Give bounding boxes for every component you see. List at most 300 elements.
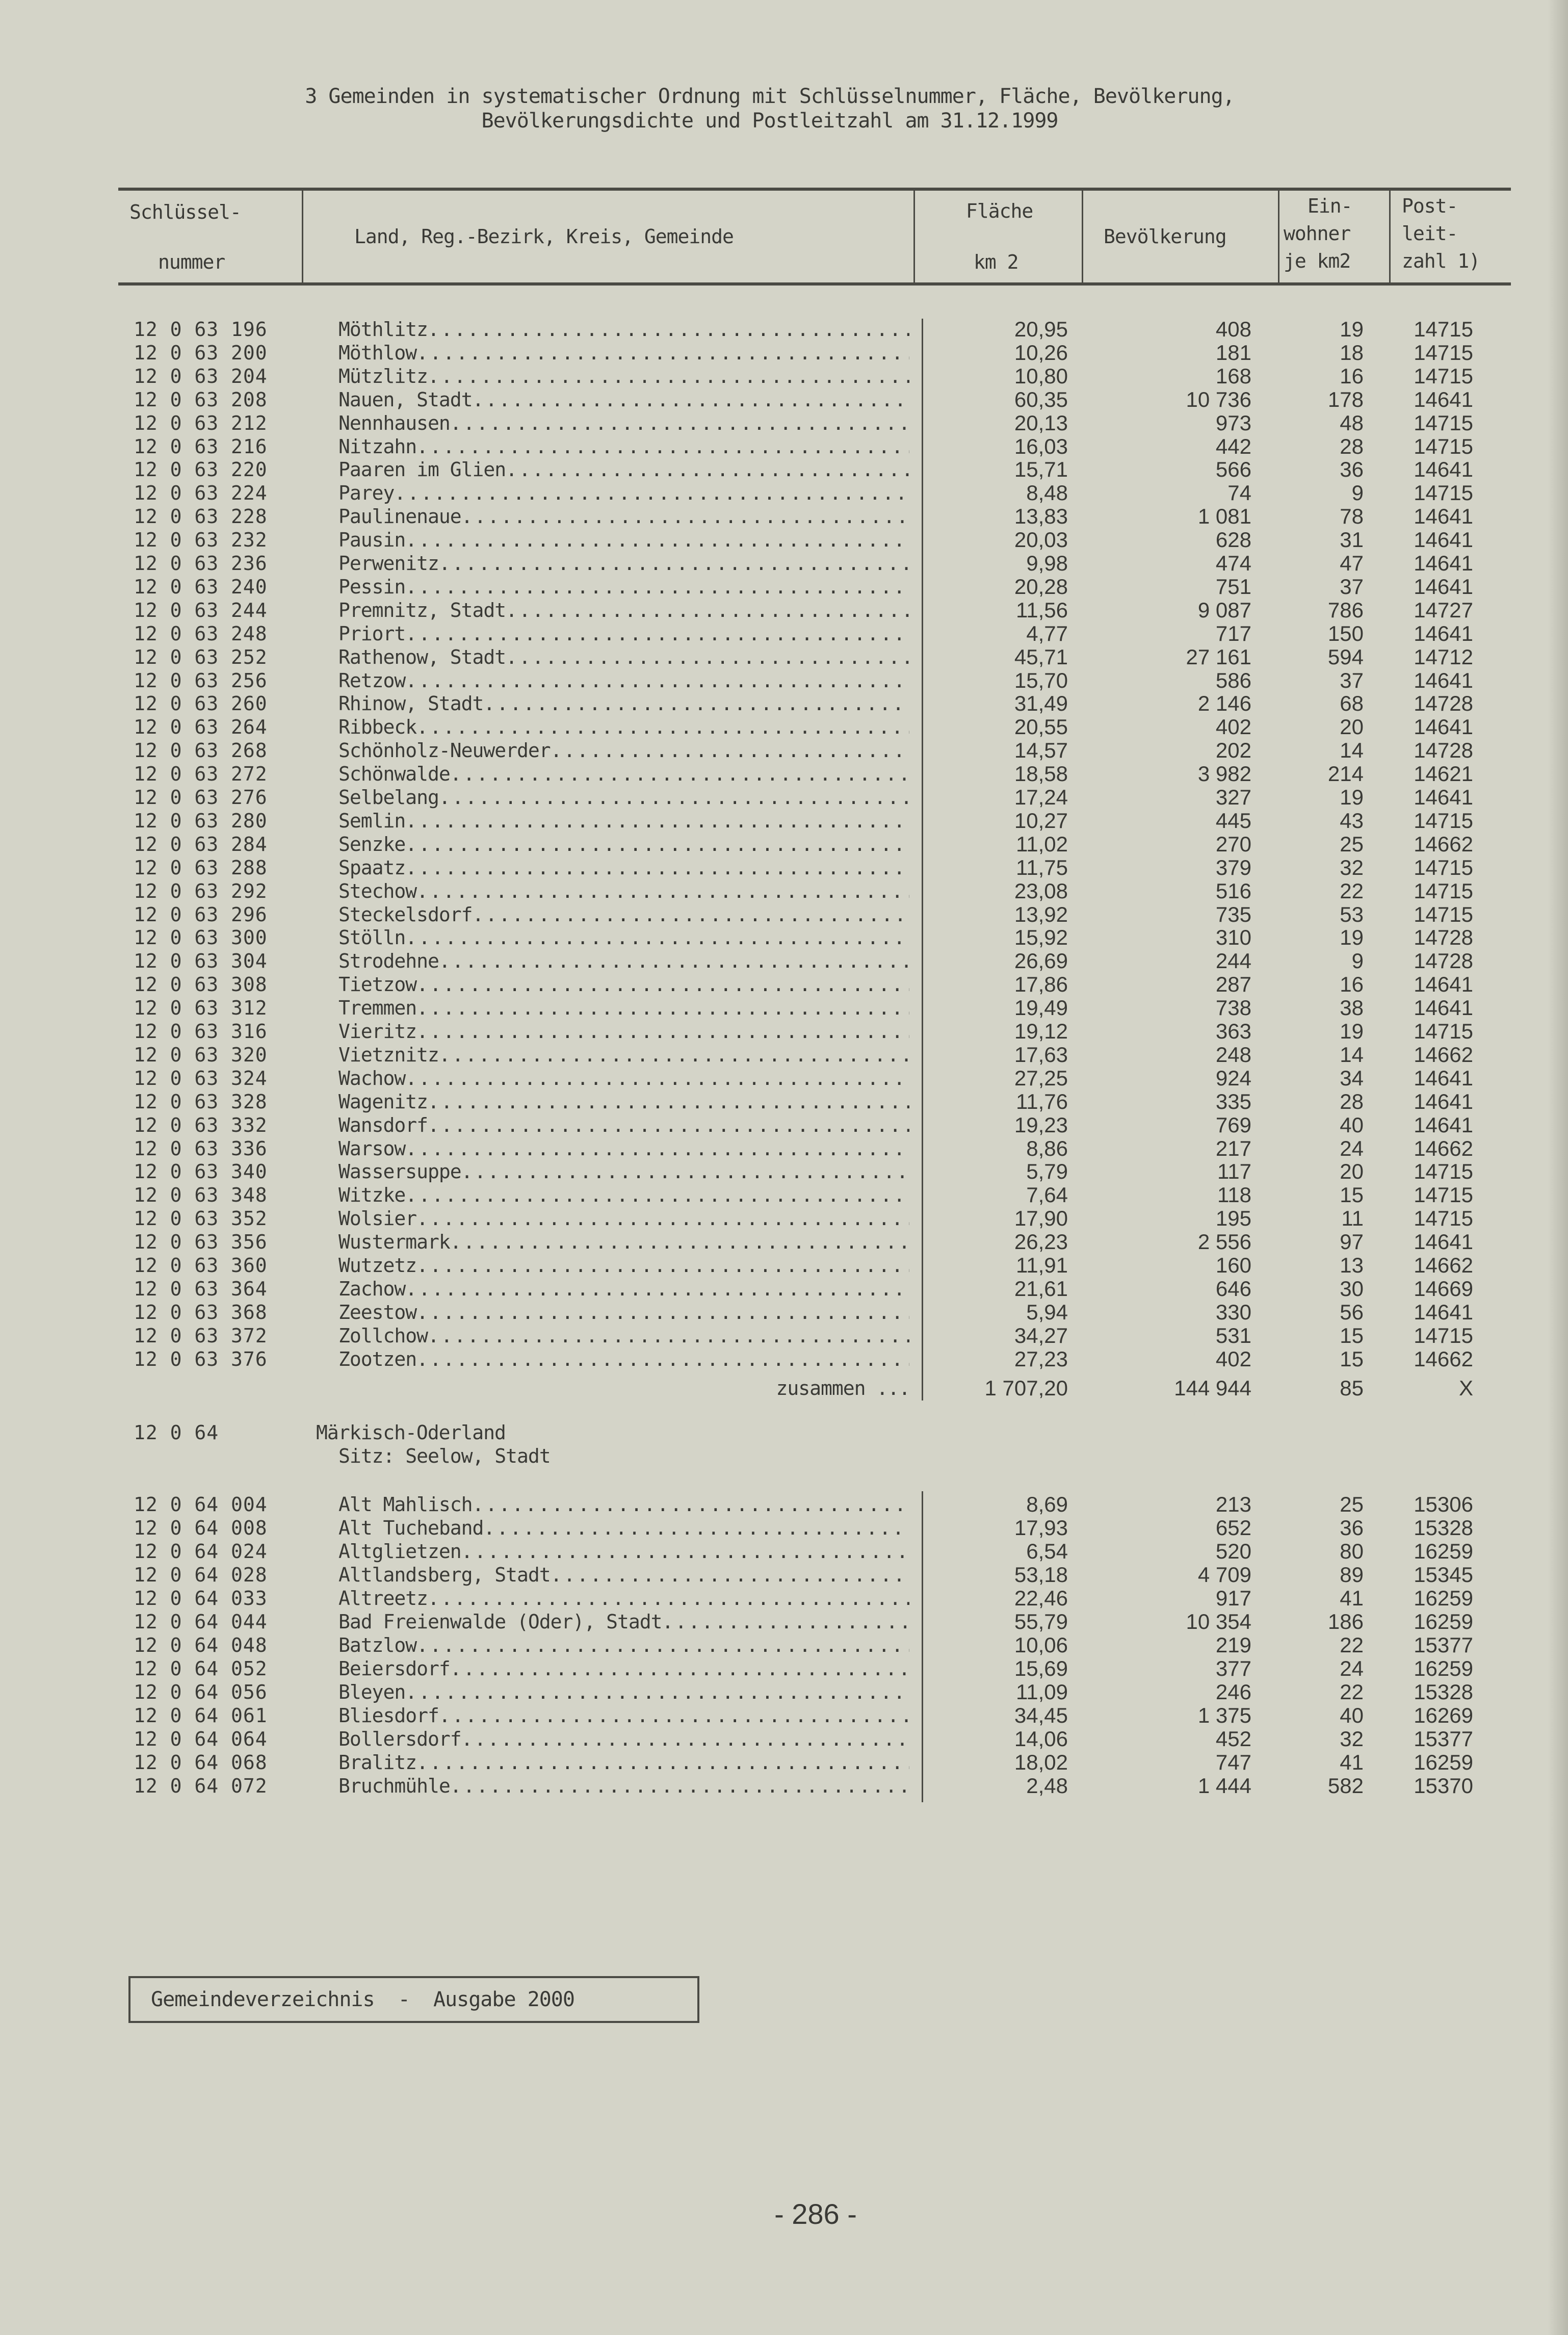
row-key: 12 0 64 024 — [134, 1540, 268, 1563]
row-area: 45,71 — [1014, 644, 1068, 669]
row-density: 186 — [1327, 1610, 1364, 1633]
row-population: 244 — [1215, 949, 1251, 973]
row-population: 747 — [1215, 1750, 1251, 1774]
row-population: 520 — [1215, 1539, 1251, 1563]
row-density: 786 — [1327, 598, 1364, 622]
row-population: 973 — [1215, 410, 1251, 435]
row-plz: 14715 — [1414, 340, 1473, 365]
row-name: Witzke ..... — [338, 1183, 909, 1207]
page-number: - 286 - — [774, 2198, 857, 2230]
table-row — [0, 1183, 1568, 1207]
row-area: 20,03 — [1014, 528, 1068, 552]
row-plz: 16259 — [1414, 1539, 1473, 1563]
row-plz: 14715 — [1414, 902, 1473, 926]
row-name: Priort ..... — [338, 622, 909, 645]
table-row — [0, 809, 1568, 833]
row-plz: 14641 — [1414, 715, 1473, 739]
row-plz: 15328 — [1414, 1516, 1473, 1540]
row-area: 20,13 — [1014, 410, 1068, 435]
row-density: 28 — [1340, 434, 1364, 458]
row-name: Premnitz, Stadt ..... — [338, 599, 909, 622]
row-key: 12 0 63 232 — [134, 529, 268, 552]
row-plz: 14621 — [1414, 762, 1473, 786]
row-key: 12 0 64 052 — [134, 1657, 268, 1680]
kreis-name: Märkisch-Oderland — [316, 1421, 506, 1444]
row-population: 287 — [1215, 972, 1251, 997]
header-name: Land, Reg.-Bezirk, Kreis, Gemeinde — [354, 225, 734, 248]
row-name: Vietznitz ..... — [338, 1043, 909, 1067]
table-row — [0, 1347, 1568, 1371]
row-area: 18,02 — [1014, 1750, 1068, 1774]
row-density: 15 — [1340, 1346, 1364, 1371]
row-name: Schönholz-Neuwerder ..... — [338, 739, 909, 762]
table-row — [0, 318, 1568, 341]
row-name: Wagenitz ..... — [338, 1090, 909, 1113]
row-density: 56 — [1340, 1300, 1364, 1324]
table-row — [0, 1657, 1568, 1680]
header-area-column — [913, 191, 1082, 282]
row-population: 160 — [1215, 1253, 1251, 1277]
row-plz: 16259 — [1414, 1610, 1473, 1633]
row-plz: 15345 — [1414, 1563, 1473, 1587]
table-row — [0, 388, 1568, 411]
table-row — [0, 341, 1568, 365]
row-plz: 14662 — [1414, 1042, 1473, 1067]
row-name: Batzlow ..... — [338, 1633, 909, 1657]
row-plz: 14641 — [1414, 621, 1473, 645]
row-key: 12 0 63 288 — [134, 856, 268, 879]
row-area: 10,26 — [1014, 340, 1068, 365]
row-plz: 14641 — [1414, 1300, 1473, 1324]
row-key: 12 0 64 004 — [134, 1493, 268, 1516]
row-area: 13,83 — [1014, 504, 1068, 529]
row-key: 12 0 63 272 — [134, 763, 268, 786]
row-density: 25 — [1340, 1492, 1364, 1516]
table-row — [0, 1254, 1568, 1277]
row-name: Wolsier ..... — [338, 1207, 909, 1230]
table-row — [0, 739, 1568, 762]
row-area: 14,06 — [1014, 1727, 1068, 1751]
table-row — [0, 856, 1568, 879]
row-population: 248 — [1215, 1042, 1251, 1067]
row-population: 402 — [1215, 715, 1251, 739]
row-name: Rhinow, Stadt ..... — [338, 692, 909, 715]
row-area: 19,23 — [1014, 1112, 1068, 1137]
row-area: 11,75 — [1016, 855, 1068, 879]
row-density: 41 — [1340, 1586, 1364, 1610]
table-row — [0, 1540, 1568, 1563]
table-row — [0, 879, 1568, 903]
row-density: 43 — [1340, 808, 1364, 833]
row-name: Alt Mahlisch ..... — [338, 1493, 909, 1516]
row-area: 23,08 — [1014, 878, 1068, 903]
row-population: 402 — [1215, 1346, 1251, 1371]
row-name: Retzow ..... — [338, 669, 909, 692]
row-name: Ribbeck ..... — [338, 715, 909, 739]
table-row — [0, 552, 1568, 575]
table-row — [0, 411, 1568, 435]
table-row — [0, 669, 1568, 692]
table-row — [0, 1207, 1568, 1230]
row-key: 12 0 63 316 — [134, 1020, 268, 1043]
table-row — [0, 1277, 1568, 1301]
row-population: 117 — [1217, 1159, 1251, 1184]
row-population: 751 — [1215, 574, 1251, 599]
row-density: 20 — [1340, 1159, 1364, 1184]
row-area: 10,80 — [1014, 364, 1068, 388]
table-row — [0, 1324, 1568, 1347]
row-area: 9,98 — [1026, 551, 1068, 575]
table-row — [0, 1751, 1568, 1774]
row-key: 12 0 63 204 — [134, 365, 268, 387]
row-plz: 14641 — [1414, 574, 1473, 599]
row-density: 40 — [1340, 1112, 1364, 1137]
row-key: 12 0 64 044 — [134, 1611, 268, 1633]
row-population: 1 444 — [1197, 1774, 1251, 1798]
row-area: 11,09 — [1016, 1680, 1068, 1704]
row-name: Zollchow ..... — [338, 1324, 909, 1347]
row-density: 32 — [1340, 1727, 1364, 1751]
row-density: 14 — [1340, 1042, 1364, 1067]
row-density: 48 — [1340, 410, 1364, 435]
row-density: 15 — [1340, 1323, 1364, 1347]
row-area: 18,58 — [1014, 762, 1068, 786]
row-density: 14 — [1340, 738, 1364, 763]
total-area: 1 707,20 — [984, 1376, 1068, 1400]
title-line-2: Bevölkerungsdichte und Postleitzahl am 31.12.1999 — [481, 109, 1058, 133]
row-population: 408 — [1215, 317, 1251, 341]
row-area: 26,69 — [1014, 949, 1068, 973]
row-name: Nennhausen ..... — [338, 411, 909, 435]
row-plz: 14728 — [1414, 949, 1473, 973]
row-population: 652 — [1215, 1516, 1251, 1540]
row-key: 12 0 63 328 — [134, 1090, 268, 1113]
row-name: Pessin ..... — [338, 575, 909, 599]
row-population: 270 — [1215, 832, 1251, 856]
total-plz: X — [1458, 1376, 1473, 1400]
row-area: 17,63 — [1014, 1042, 1068, 1067]
row-key: 12 0 64 072 — [134, 1775, 268, 1797]
row-population: 246 — [1215, 1680, 1251, 1704]
row-key: 12 0 63 332 — [134, 1113, 268, 1136]
row-population: 377 — [1215, 1656, 1251, 1680]
row-key: 12 0 63 324 — [134, 1067, 268, 1089]
title-line-1: 3 Gemeinden in systematischer Ordnung mit Schlüsselnummer, Fläche, Bevölkerung, — [305, 85, 1235, 108]
row-plz: 14641 — [1414, 551, 1473, 575]
row-key: 12 0 64 061 — [134, 1704, 268, 1727]
row-area: 11,76 — [1016, 1089, 1068, 1113]
row-area: 8,48 — [1026, 481, 1068, 505]
row-plz: 14715 — [1414, 317, 1473, 341]
row-name: Mützlitz ..... — [338, 365, 909, 388]
row-population: 335 — [1215, 1089, 1251, 1113]
row-population: 646 — [1215, 1276, 1251, 1301]
row-area: 20,95 — [1014, 317, 1068, 341]
row-key: 12 0 63 228 — [134, 505, 268, 528]
row-key: 12 0 63 360 — [134, 1254, 268, 1277]
table-row — [0, 1301, 1568, 1324]
row-name: Beiersdorf ..... — [338, 1657, 909, 1680]
row-population: 769 — [1215, 1112, 1251, 1137]
header-plz-column — [1389, 191, 1511, 282]
table-header — [118, 188, 1511, 286]
row-area: 15,71 — [1014, 457, 1068, 482]
row-population: 1 375 — [1197, 1703, 1251, 1727]
row-key: 12 0 63 284 — [134, 833, 268, 855]
row-population: 531 — [1215, 1323, 1251, 1347]
row-density: 18 — [1340, 340, 1364, 365]
header-density-column — [1278, 191, 1389, 282]
table-row — [0, 926, 1568, 949]
row-density: 19 — [1340, 925, 1364, 950]
row-name: Paaren im Glien ..... — [338, 458, 909, 481]
row-density: 53 — [1340, 902, 1364, 926]
row-plz: 14715 — [1414, 878, 1473, 903]
row-key: 12 0 63 312 — [134, 997, 268, 1020]
row-area: 5,94 — [1026, 1300, 1068, 1324]
table-row — [0, 435, 1568, 458]
row-population: 213 — [1215, 1492, 1251, 1516]
row-name: Warsow ..... — [338, 1137, 909, 1160]
table-row — [0, 1610, 1568, 1633]
row-key: 12 0 63 212 — [134, 411, 268, 434]
row-density: 68 — [1340, 691, 1364, 716]
header-area-top: Fläche — [966, 200, 1033, 222]
row-plz: 14715 — [1414, 1206, 1473, 1231]
row-name: Strodehne ..... — [338, 949, 909, 973]
row-plz: 15377 — [1414, 1633, 1473, 1657]
table-row — [0, 599, 1568, 622]
row-density: 19 — [1340, 1019, 1364, 1043]
row-area: 17,90 — [1014, 1206, 1068, 1231]
row-key: 12 0 64 056 — [134, 1681, 268, 1703]
row-population: 219 — [1215, 1633, 1251, 1657]
table-row — [0, 481, 1568, 505]
row-name: Altlandsberg, Stadt ..... — [338, 1563, 909, 1587]
table-row — [0, 1727, 1568, 1751]
row-density: 30 — [1340, 1276, 1364, 1301]
row-density: 28 — [1340, 1089, 1364, 1113]
row-area: 17,86 — [1014, 972, 1068, 997]
table-row — [0, 1774, 1568, 1798]
row-area: 21,61 — [1014, 1276, 1068, 1301]
table-row — [0, 575, 1568, 599]
table-row — [0, 528, 1568, 552]
row-density: 47 — [1340, 551, 1364, 575]
row-key: 12 0 63 240 — [134, 575, 268, 598]
row-name: Wutzetz ..... — [338, 1254, 909, 1277]
row-population: 363 — [1215, 1019, 1251, 1043]
row-area: 53,18 — [1014, 1563, 1068, 1587]
row-key: 12 0 64 033 — [134, 1587, 268, 1610]
table-row — [0, 973, 1568, 996]
row-plz: 14641 — [1414, 1230, 1473, 1254]
row-name: Stölln ..... — [338, 926, 909, 949]
row-name: Wansdorf ..... — [338, 1113, 909, 1137]
row-area: 17,93 — [1014, 1516, 1068, 1540]
row-name: Perwenitz ..... — [338, 552, 909, 575]
row-area: 60,35 — [1014, 387, 1068, 411]
row-density: 214 — [1327, 762, 1364, 786]
row-key: 12 0 63 336 — [134, 1137, 268, 1160]
row-plz: 15306 — [1414, 1492, 1473, 1516]
table-row — [0, 949, 1568, 973]
row-area: 20,28 — [1014, 574, 1068, 599]
row-key: 12 0 63 248 — [134, 622, 268, 645]
row-name: Bollersdorf ..... — [338, 1727, 909, 1751]
row-key: 12 0 63 296 — [134, 903, 268, 926]
row-density: 24 — [1340, 1136, 1364, 1160]
row-key: 12 0 63 280 — [134, 809, 268, 832]
row-density: 15 — [1340, 1183, 1364, 1207]
row-name: Wassersuppe ..... — [338, 1160, 909, 1183]
row-density: 25 — [1340, 832, 1364, 856]
row-density: 19 — [1340, 785, 1364, 809]
row-name: Parey ..... — [338, 481, 909, 505]
row-population: 310 — [1215, 925, 1251, 950]
row-density: 16 — [1340, 972, 1364, 997]
total-label: zusammen ... — [776, 1377, 910, 1399]
header-population-column — [1082, 191, 1278, 282]
row-plz: 14641 — [1414, 528, 1473, 552]
row-area: 34,45 — [1014, 1703, 1068, 1727]
row-population: 2 146 — [1197, 691, 1251, 716]
table-row — [0, 1160, 1568, 1183]
row-plz: 15370 — [1414, 1774, 1473, 1798]
row-area: 5,79 — [1026, 1159, 1068, 1184]
row-plz: 14715 — [1414, 808, 1473, 833]
row-name: Spaatz ..... — [338, 856, 909, 879]
row-key: 12 0 63 352 — [134, 1207, 268, 1230]
row-population: 738 — [1215, 996, 1251, 1020]
row-population: 379 — [1215, 855, 1251, 879]
row-key: 12 0 63 196 — [134, 318, 268, 341]
row-population: 735 — [1215, 902, 1251, 926]
row-density: 22 — [1340, 878, 1364, 903]
header-plz-3: zahl 1) — [1402, 250, 1480, 272]
kreis-sitz: Sitz: Seelow, Stadt — [338, 1445, 551, 1467]
row-key: 12 0 63 308 — [134, 973, 268, 996]
header-density-3: je km2 — [1284, 250, 1351, 272]
header-name-column — [302, 191, 913, 282]
row-name: Nauen, Stadt ..... — [338, 388, 909, 411]
row-name: Bad Freienwalde (Oder), Stadt ..... — [338, 1610, 909, 1633]
publication-box: Gemeindeverzeichnis - Ausgabe 2000 — [128, 1976, 699, 2023]
row-population: 181 — [1215, 340, 1251, 365]
row-plz: 14715 — [1414, 434, 1473, 458]
row-key: 12 0 63 208 — [134, 388, 268, 411]
row-area: 31,49 — [1014, 691, 1068, 716]
table-row — [0, 1633, 1568, 1657]
row-area: 19,12 — [1014, 1019, 1068, 1043]
table-row — [0, 1563, 1568, 1587]
row-population: 2 556 — [1197, 1230, 1251, 1254]
row-name: Tremmen ..... — [338, 996, 909, 1020]
row-population: 10 354 — [1186, 1610, 1251, 1633]
total-row — [0, 1377, 1568, 1400]
row-density: 41 — [1340, 1750, 1364, 1774]
row-area: 27,25 — [1014, 1066, 1068, 1090]
row-population: 327 — [1215, 785, 1251, 809]
row-density: 594 — [1327, 644, 1364, 669]
header-area-bottom: km 2 — [974, 251, 1018, 273]
table-row — [0, 1137, 1568, 1160]
row-key: 12 0 63 364 — [134, 1277, 268, 1300]
row-name: Zeestow ..... — [338, 1301, 909, 1324]
row-area: 2,48 — [1026, 1774, 1068, 1798]
row-area: 26,23 — [1014, 1230, 1068, 1254]
row-name: Zootzen ..... — [338, 1347, 909, 1371]
row-density: 38 — [1340, 996, 1364, 1020]
row-area: 6,54 — [1026, 1539, 1068, 1563]
row-name: Stechow ..... — [338, 879, 909, 903]
row-name: Zachow ..... — [338, 1277, 909, 1301]
row-population: 217 — [1215, 1136, 1251, 1160]
row-density: 80 — [1340, 1539, 1364, 1563]
row-density: 9 — [1351, 949, 1364, 973]
row-area: 11,02 — [1016, 832, 1068, 856]
row-plz: 14715 — [1414, 855, 1473, 879]
row-key: 12 0 63 236 — [134, 552, 268, 575]
row-plz: 14715 — [1414, 364, 1473, 388]
row-key: 12 0 63 200 — [134, 341, 268, 364]
row-plz: 14641 — [1414, 504, 1473, 529]
row-area: 17,24 — [1014, 785, 1068, 809]
row-key: 12 0 63 216 — [134, 435, 268, 458]
row-population: 330 — [1215, 1300, 1251, 1324]
row-plz: 14727 — [1414, 598, 1473, 622]
row-density: 19 — [1340, 317, 1364, 341]
row-plz: 16269 — [1414, 1703, 1473, 1727]
row-name: Selbelang ..... — [338, 786, 909, 809]
row-population: 452 — [1215, 1727, 1251, 1751]
row-population: 628 — [1215, 528, 1251, 552]
row-area: 14,57 — [1014, 738, 1068, 763]
row-key: 12 0 64 068 — [134, 1751, 268, 1774]
table-row — [0, 1680, 1568, 1704]
row-plz: 14728 — [1414, 925, 1473, 950]
table-row — [0, 903, 1568, 926]
row-plz: 14728 — [1414, 738, 1473, 763]
row-area: 15,69 — [1014, 1656, 1068, 1680]
header-plz-1: Post- — [1402, 195, 1458, 217]
row-area: 8,69 — [1026, 1492, 1068, 1516]
row-key: 12 0 63 260 — [134, 692, 268, 715]
row-plz: 14641 — [1414, 387, 1473, 411]
row-key: 12 0 63 252 — [134, 645, 268, 668]
row-density: 32 — [1340, 855, 1364, 879]
table-title — [153, 84, 1387, 133]
row-area: 15,92 — [1014, 925, 1068, 950]
row-key: 12 0 63 340 — [134, 1160, 268, 1183]
row-plz: 14715 — [1414, 1183, 1473, 1207]
row-key: 12 0 63 356 — [134, 1231, 268, 1254]
row-key: 12 0 63 320 — [134, 1043, 268, 1066]
row-name: Rathenow, Stadt ..... — [338, 645, 909, 669]
row-area: 7,64 — [1026, 1183, 1068, 1207]
row-key: 12 0 63 368 — [134, 1301, 268, 1324]
row-name: Paulinenaue ..... — [338, 505, 909, 528]
row-plz: 14641 — [1414, 1089, 1473, 1113]
row-name: Bruchmühle ..... — [338, 1774, 909, 1798]
row-key: 12 0 63 224 — [134, 482, 268, 505]
row-density: 40 — [1340, 1703, 1364, 1727]
row-population: 27 161 — [1186, 644, 1251, 669]
row-name: Bliesdorf ..... — [338, 1704, 909, 1727]
table-row — [0, 365, 1568, 388]
row-density: 36 — [1340, 457, 1364, 482]
table-row — [0, 645, 1568, 669]
